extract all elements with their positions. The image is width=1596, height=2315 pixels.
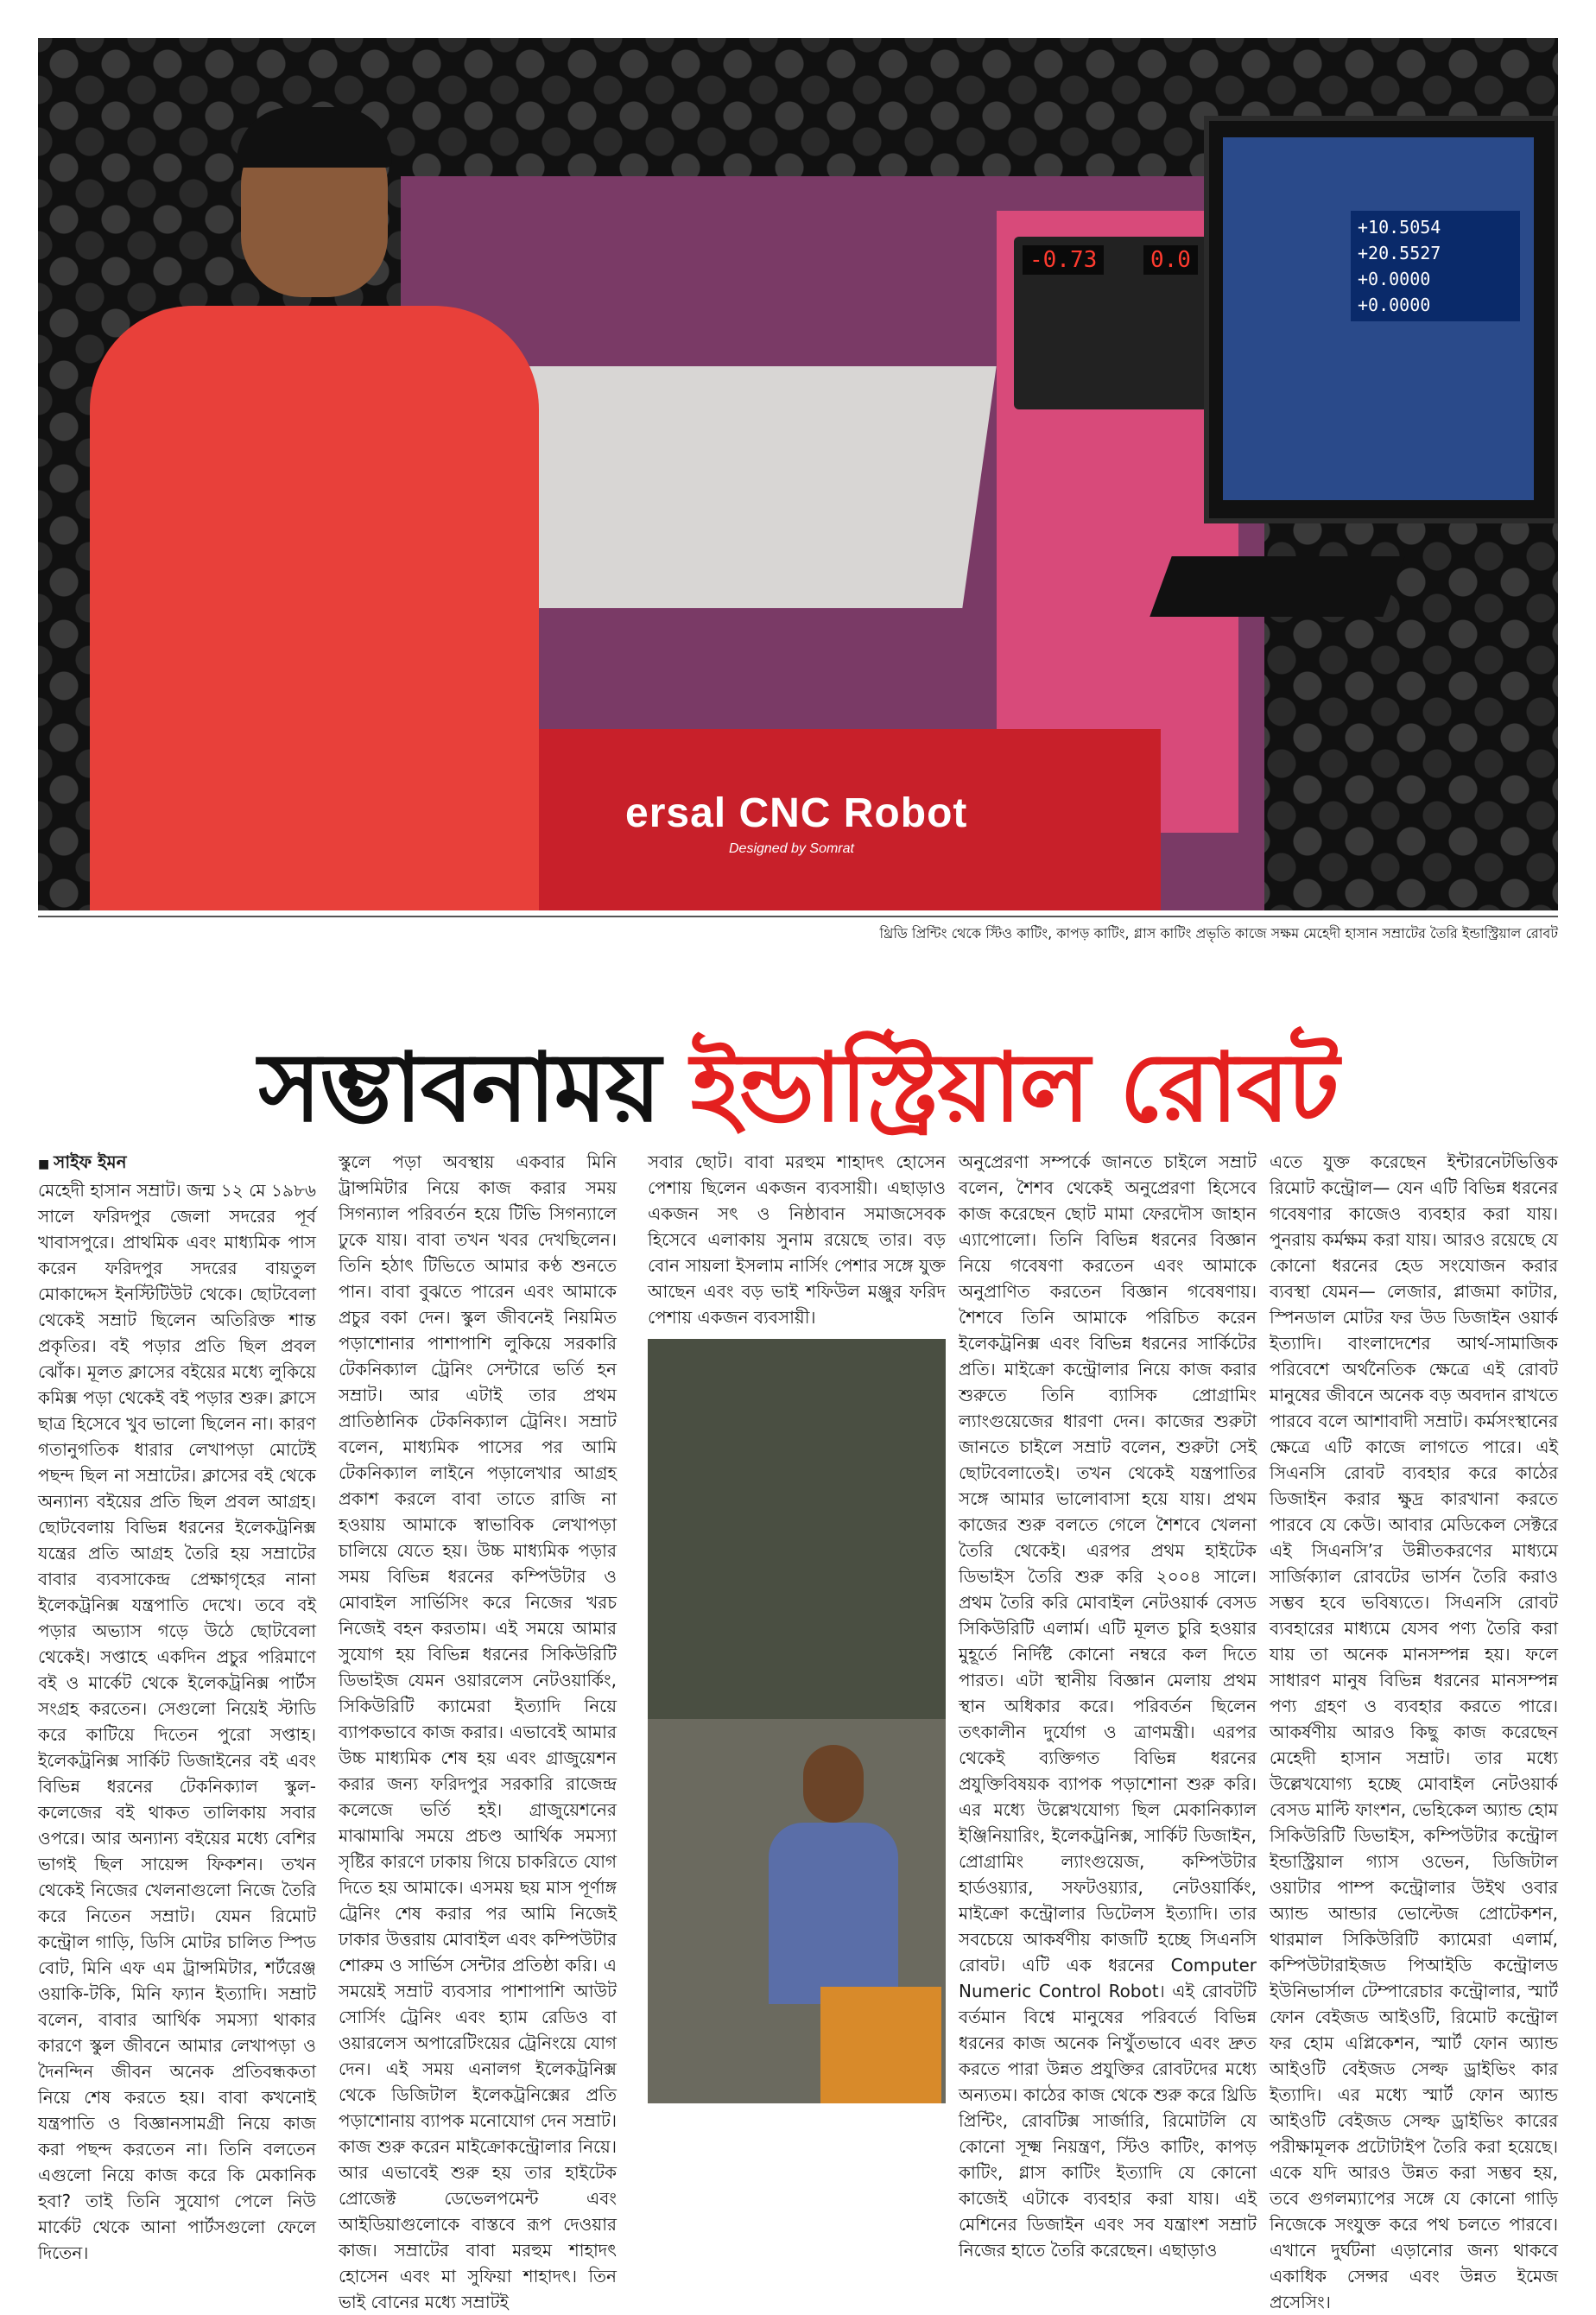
brand-text: ersal CNC Robot bbox=[625, 790, 968, 836]
workshop-chair bbox=[820, 1987, 941, 2103]
person-photo bbox=[90, 116, 539, 910]
led-display-left: -0.73 bbox=[1023, 245, 1104, 275]
workshop-person-shirt bbox=[769, 1823, 898, 2004]
article-column-1 bbox=[38, 1149, 316, 2266]
brand-subtext: Designed by Somrat bbox=[729, 841, 854, 856]
hair bbox=[237, 107, 392, 168]
photo-caption: থ্রিডি প্রিন্টিং থেকে স্টিও কাটিং, কাপড় কাটিং, গ্লাস কাটিং প্রভৃতি কাজে সক্ষম মেহেদী হাসান সম্রাটের তৈরি ইন্ডাস্ট্রিয়াল রোবট bbox=[879, 925, 1558, 942]
hero-photo bbox=[38, 38, 1558, 910]
column-text: স্কুলে পড়া অবস্থায় একবার মিনি ট্রান্সমিটার নিয়ে কাজ করার সময় সিগন্যাল পরিবর্তন হয়ে টিভি সিগন্যালে ঢুকে যায়। বাবা তখন খবর দেখছিলেন। তিনি হঠাৎ টিভিতে আমার কণ্ঠ শুনতে পান। বাবা বুঝতে পারেন এবং আমাকে প্রচুর বকা দেন। স্কুল জীবনেই নিয়মিত পড়াশোনার পাশাপাশি লুকিয়ে সরকারি টেকনিক্যাল ট্রেনিং সেন্টারে ভর্তি হন সম্রাট। আর এটাই তার প্রথম প্রাতিষ্ঠানিক টেকনিক্যাল ট্রেনিং। সম্রাট বলেন, মাধ্যমিক পাসের পর আমি টেকনিক্যাল লাইনে পড়ালেখার আগ্রহ প্রকাশ করলে বাবা তাতে রাজি না হওয়ায় আমাকে স্বাভাবিক লেখাপড়া চালিয়ে যেতে হয়। উচ্চ মাধ্যমিক পড়ার সময় বিভিন্ন ধরনের কম্পিউটার ও মোবাইল সার্ভিসিং করে নিজের খরচ নিজেই বহন করতাম। এই সময়ে আমার সুযোগ হয় বিভিন্ন ধরনের সিকিউরিটি ডিভাইজ যেমন ওয়ারলেস নেটওয়ার্কিং, সিকিউরিটি ক্যামেরা ইত্যাদি নিয়ে ব্যাপকভাবে কাজ করার। এভাবেই আমার উচ্চ মাধ্যমিক শেষ হয় এবং গ্রাজুয়েশন করার জন্য ফরিদপুর সরকারি রাজেন্দ্র কলেজে ভর্তি হই। গ্রাজুয়েশনের মাঝামাঝি সময়ে প্রচণ্ড আর্থিক সমস্যা সৃষ্টির কারণে ঢাকায় গিয়ে চাকরিতে যোগ দিতে হয় আমাকে। এসময় ছয় মাস পূর্ণাঙ্গ ট্রেনিং শেষ করার পর আমি নিজেই ঢাকার উত্তরায় মোবাইল এবং কম্পিউটার শোরুম ও সার্ভিস সেন্টার প্রতিষ্ঠা করি। এ সময়েই সম্রাট ব্যবসার পাশাপাশি আউট সোর্সিং ট্রেনিং এবং হ্যাম রেডিও বা ওয়ারলেস অপারেটিংয়ের ট্রেনিংয়ে যোগ দেন। এই সময় এনালগ ইলেকট্রনিক্স থেকে ডিজিটাল ইলেকট্রনিক্সের প্রতি পড়াশোনায় ব্যাপক মনোযোগ দেন সম্রাট। কাজ শুরু করেন মাইক্রোকন্ট্রোলার নিয়ে। আর এভাবেই শুরু হয় তার হাইটেক প্রোজেক্ট ডেভেলপমেন্ট এবং আইডিয়াগুলোকে বাস্তবে রূপ দেওয়ার কাজ। সম্রাটের বাবা মরহুম শাহাদৎ হোসেন এবং মা সুফিয়া শাহাদৎ। তিন ভাই বোনের মধ্যে সম্রাটই bbox=[339, 1151, 617, 2312]
red-shirt bbox=[90, 306, 539, 910]
article-column-5 bbox=[1270, 1149, 1558, 2315]
headline-part-2: ইন্ডাস্ট্রিয়াল রোবট bbox=[690, 1032, 1338, 1143]
article-column-2 bbox=[339, 1149, 617, 2315]
column-text: এতে যুক্ত করেছেন ইন্টারনেটভিত্তিক রিমোট কন্ট্রোল— যেন এটি বিভিন্ন ধরনের গবেষণার কাজেও ব্যবহার করা যায়। পুনরায় কর্মক্ষম করা যায়। আরও রয়েছে যে কোনো ধরনের হেড সংযোজন করার ব্যবস্থা যেমন— লেজার, প্লাজমা কাটার, স্পিনডাল মোটর ফর উড ডিজাইন ওয়ার্ক ইত্যাদি। বাংলাদেশের আর্থ-সামাজিক পরিবেশে অর্থনৈতিক ক্ষেত্রে এই রোবট মানুষের জীবনে অনেক বড় অবদান রাখতে পারবে বলে আশাবাদী সম্রাট। কর্মসংস্থানের ক্ষেত্রে এটি কাজে লাগতে পারে। এই সিএনসি রোবট ব্যবহার করে কাঠের ডিজাইন করার ক্ষুদ্র কারখানা করতে পারবে যে কেউ। আবার মেডিকেল সেক্টরে এই সিএনসি’র উন্নীতকরণের মাধ্যমে সার্জিক্যাল রোবটের ভার্সন তৈরি করাও সম্ভব হবে ভবিষ্যতে। সিএনসি রোবট ব্যবহারের মাধ্যমে যেসব পণ্য তৈরি করা যায় তা অনেক মানসম্পন্ন হয়। ফলে সাধারণ মানুষ বিভিন্ন ধরনের মানসম্পন্ন পণ্য গ্রহণ ও ব্যবহার করতে পারে। আকর্ষণীয় আরও কিছু কাজ করেছেন মেহেদী হাসান সম্রাট। তার মধ্যে উল্লেখযোগ্য হচ্ছে মোবাইল নেটওয়ার্ক বেসড মাল্টি ফাংশন, ভেহিকেল অ্যান্ড হোম সিকিউরিটি ডিভাইস, কম্পিউটার কন্ট্রোল ইন্ডাস্ট্রিয়াল গ্যাস ওভেন, ডিজিটাল ওয়াটার পাম্প কন্ট্রোলার উইথ ওবার অ্যান্ড আন্ডার ভোল্টেজ প্রোটেকশন, থারমাল সিকিউরিটি ক্যামেরা এলার্ম, কম্পিউটারাইজড পিআইডি কন্ট্রোলড ইউনিভার্সাল টেম্পারেচার কন্ট্রোলার, স্মার্ট ফোন বেইজড আইওটি, রিমোট কন্ট্রোল ফর হোম এপ্লিকেশন, স্মার্ট ফোন অ্যান্ড আইওটি বেইজড সেল্ফ ড্রাইভিং কার ইত্যাদি। এর মধ্যে স্মার্ট ফোন অ্যান্ড আইওটি বেইজড সেল্ফ ড্রাইভিং কারের পরীক্ষামূলক প্রটোটাইপ তৈরি করা হয়েছে। একে যদি আরও উন্নত করা সম্ভব হয়, তবে গুগলম্যাপের সঙ্গে যে কোনো গাড়ি নিজেকে সংযুক্ত করে পথ চলতে পারবে। এখানে দুর্ঘটনা এড়ানোর জন্য থাকবে একাধিক সেন্সর এবং উন্নত ইমেজ প্রসেসিং। bbox=[1270, 1151, 1558, 2312]
column-text: সবার ছোট। বাবা মরহুম শাহাদৎ হোসেন পেশায় ছিলেন একজন ব্যবসায়ী। এছাড়াও একজন সৎ ও নিষ্ঠাবান সমাজসেবক হিসেবে এলাকায় সুনাম রয়েছে তার। বড় বোন সায়লা ইসলাম নার্সিং পেশার সঙ্গে যুক্ত আছেন এবং বড় ভাই শফিউল মঞ্জুর ফরিদ পেশায় একজন ব্যবসায়ী। bbox=[648, 1151, 946, 1328]
readout-value: +0.0000 bbox=[1358, 295, 1431, 315]
workshop-photo bbox=[648, 1339, 946, 2103]
column-text: মেহেদী হাসান সম্রাট। জন্ম ১২ মে ১৯৮৬ সালে ফরিদপুর জেলা সদরের পূর্ব খাবাসপুরে। প্রাথমিক এবং মাধ্যমিক পাস করেন ফরিদপুর সদরের বায়তুল মোকাদ্দেস ইনস্টিটিউট থেকে। ছোটবেলা থেকেই সম্রাট ছিলেন অতিরিক্ত শান্ত প্রকৃতির। বই পড়ার প্রতি ছিল প্রবল ঝোঁক। মূলত ক্লাসের বইয়ের মধ্যে লুকিয়ে কমিক্স পড়া থেকেই বই পড়ার শুরু। ক্লাসে ছাত্র হিসেবে খুব ভালো ছিলেন না। কারণ গতানুগতিক ধারার লেখাপড়া মোটেই পছন্দ ছিল না সম্রাটের। ক্লাসের বই থেকে অন্যান্য বইয়ের প্রতি ছিল প্রবল আগ্রহ। ছোটবেলায় বিভিন্ন ধরনের ইলেকট্রনিক্স যন্ত্রের প্রতি আগ্রহ তৈরি হয় সম্রাটের বাবার ব্যবসাকেন্দ্র প্রেক্ষাগৃহের নানা ইলেকট্রনিক্স যন্ত্রপাতি দেখে। তবে বই পড়ার অভ্যাস গড়ে উঠে ছোটবেলা থেকেই। সপ্তাহে একদিন প্রচুর পরিমাণে বই ও মার্কেট থেকে ইলেকট্রনিক্স পার্টস সংগ্রহ করতেন। সেগুলো নিয়েই স্টাডি করে কাটিয়ে দিতেন পুরো সপ্তাহ। ইলেকট্রনিক্স সার্কিট ডিজাইনের বই এবং বিভিন্ন ধরনের টেকনিক্যাল স্কুল-কলেজের বই থাকত তালিকায় সবার ওপরে। আর অন্যান্য বইয়ের মধ্যে বেশির ভাগই ছিল সায়েন্স ফিকশন। তখন থেকেই নিজের খেলনাগুলো নিজে তৈরি করে নিতেন সম্রাট। যেমন রিমোট কন্ট্রোল গাড়ি, ডিসি মোটর চালিত স্পিড বোট, মিনি এফ এম ট্রান্সমিটার, শর্টরেঞ্জ ওয়াকি-টকি, মিনি ফ্যান ইত্যাদি। সম্রাট বলেন, বাবার আর্থিক সমস্যা থাকার কারণে স্কুল জীবনে আমার লেখাপড়া ও দৈনন্দিন জীবন অনেক প্রতিবন্ধকতা নিয়ে শেষ করতে হয়। বাবা কখনোই যন্ত্রপাতি ও বিজ্ঞানসামগ্রী নিয়ে কাজ করা পছন্দ করতেন না। তিনি বলতেন এগুলো নিয়ে কাজ করে কি মেকানিক হবা? তাই তিনি সুযোগ পেলে নিউ মার্কেট থেকে আনা পার্টসগুলো ফেলে দিতেন। bbox=[38, 1180, 316, 2263]
article-column-3 bbox=[648, 1149, 946, 1330]
coordinate-readout bbox=[1351, 211, 1520, 321]
caption-divider bbox=[38, 916, 1558, 917]
readout-value: +10.5054 bbox=[1358, 217, 1441, 238]
headline-part-1: সম্ভাবনাময় bbox=[258, 1032, 660, 1143]
readout-value: +0.0000 bbox=[1358, 269, 1431, 289]
keyboard bbox=[1150, 556, 1404, 617]
control-panel bbox=[1014, 237, 1213, 409]
column-text: অনুপ্রেরণা সম্পর্কে জানতে চাইলে সম্রাট বলেন, শৈশব থেকেই অনুপ্রেরণা হিসেবে কাজ করেছেন ছোট মামা ফেরদৌস জাহান এ্যাপোলো। তিনি বিভিন্ন ধরনের বিজ্ঞান নিয়ে গবেষণা করতেন এবং আমাকে অনুপ্রাণিত করতেন বিজ্ঞান গবেষণায়। শৈশবে তিনি আমাকে পরিচিত করেন ইলেকট্রনিক্স এবং বিভিন্ন ধরনের সার্কিটের প্রতি। মাইক্রো কন্ট্রোলার নিয়ে কাজ করার শুরুতে তিনি ব্যাসিক প্রোগ্রামিং ল্যাংগুয়েজের ধারণা দেন। কাজের শুরুটা জানতে চাইলে সম্রাট বলেন, শুরুটা সেই ছোটবেলাতেই। তখন থেকেই যন্ত্রপাতির সঙ্গে আমার ভালোবাসা হয়ে যায়। প্রথম কাজের শুরু বলতে গেলে শৈশবে খেলনা তৈরি থেকেই। এরপর প্রথম হাইটেক ডিভাইস তৈরি শুরু করি ২০০৪ সালে। প্রথম তৈরি করি মোবাইল নেটওয়ার্ক বেসড সিকিউরিটি এলার্ম। এটি মূলত চুরি হওয়ার মুহূর্তে নির্দিষ্ট কোনো নম্বরে কল দিতে পারত। এটা স্থানীয় বিজ্ঞান মেলায় প্রথম স্থান অধিকার করে। পরিবর্তন ছিলেন তৎকালীন দুর্যোগ ও ত্রাণমন্ত্রী। এরপর থেকেই ব্যক্তিগত বিভিন্ন ধরনের প্রযুক্তিবিষয়ক ব্যাপক পড়াশোনা শুরু করি। এর মধ্যে উল্লেখযোগ্য ছিল মেকানিক্যাল ইঞ্জিনিয়ারিং, ইলেকট্রনিক্স, সার্কিট ডিজাইন, প্রোগ্রামিং ল্যাংগুয়েজ, কম্পিউটার হার্ডওয়্যার, সফটওয়্যার, নেটওয়ার্কিং, মাইক্রো কন্ট্রোলার ডিটেলস ইত্যাদি। তার সবচেয়ে আকর্ষণীয় কাজটি হচ্ছে সিএনসি রোবট। এটি এক ধরনের Computer Numeric Control Robot। এই রোবটটি বর্তমান বিশ্বে মানুষের পরিবর্তে বিভিন্ন ধরনের কাজ অনেক নিখুঁতভাবে এবং দ্রুত করতে পারা উন্নত প্রযুক্তির রোবটদের মধ্যে অন্যতম। কাঠের কাজ থেকে শুরু করে থ্রিডি প্রিন্টিং, রোবটিক্স সার্জারি, রিমোটলি যে কোনো সূক্ষ্ম নিয়ন্ত্রণ, স্টিও কাটিং, কাপড় কাটিং, গ্লাস কাটিং ইত্যাদি যে কোনো কাজেই এটাকে ব্যবহার করা যায়। এই মেশিনের ডিজাইন এবং সব যন্ত্রাংশ সম্রাট নিজের হাতে তৈরি করেছেন। এছাড়াও bbox=[959, 1151, 1257, 2261]
workshop-wall bbox=[648, 1339, 946, 1719]
byline: ■ সাইফ ইমন bbox=[38, 1149, 316, 1177]
readout-value: +20.5527 bbox=[1358, 243, 1441, 263]
article-column-4 bbox=[959, 1149, 1257, 2263]
workshop-person-head bbox=[803, 1745, 864, 1823]
led-display-right: 0.0 bbox=[1143, 245, 1198, 275]
